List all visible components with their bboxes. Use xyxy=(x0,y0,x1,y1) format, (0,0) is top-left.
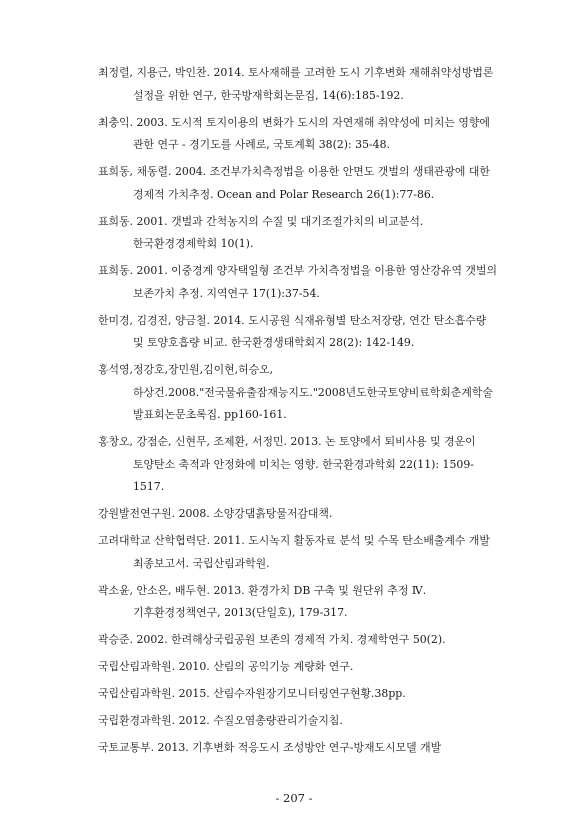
reference-entry: 한미경, 김경진, 양금철. 2014. 도시공원 식재유형별 탄소저장량, 연간 탄소흡수량 및 토양호흡량 비교. 한국환경생태학회지 28(2): 142-149. xyxy=(98,313,487,349)
reference-entry: 고려대학교 산학협력단. 2011. 도시녹지 활동자료 분석 및 수목 탄소배출계수 개발 최종보고서. 국립산림과학원. xyxy=(98,534,490,570)
reference-entry: 표희동. 2001. 갯벌과 간척농지의 수질 및 대기조절가치의 비교분석. 한국환경경제학회 10(1). xyxy=(98,214,424,250)
reference-entry: 강원발전연구원. 2008. 소양강댐흙탕물저감대책. xyxy=(98,507,333,520)
reference-entry: 국립산림과학원. 2010. 산림의 공익기능 계량화 연구. xyxy=(98,660,354,673)
reference-list xyxy=(98,62,498,764)
reference-entry: 국토교통부. 2013. 기후변화 적응도시 조성방안 연구-방재도시모델 개발 xyxy=(98,741,442,754)
reference-entry: 국립산림과학원. 2015. 산림수자원장기모니터링연구현황.38pp. xyxy=(98,687,406,700)
reference-entry: 곽소윤, 안소은, 배두현. 2013. 환경가치 DB 구축 및 원단위 추정 Ⅳ. 기후환경정책연구, 2013(단일호), 179-317. xyxy=(98,583,427,619)
reference-entry: 표희동. 2001. 이중경계 양자택일형 조건부 가치측정법을 이용한 영산강유역 갯벌의 보존가치 추정. 지역연구 17(1):37-54. xyxy=(98,264,497,300)
reference-entry: 최충익. 2003. 도시적 토지이용의 변화가 도시의 자연재해 취약성에 미치는 영향에 관한 연구 - 경기도를 사례로, 국토계획 38(2): 35-48. xyxy=(98,115,490,151)
reference-entry: 표희동, 채동렬. 2004. 조건부가치측정법을 이용한 안면도 갯벌의 생태관광에 대한 경제적 가치추정. Ocean and Polar Research 26(1):77-86. xyxy=(98,165,490,201)
page-number: - 207 - xyxy=(275,791,313,805)
reference-entry: 국립환경과학원. 2012. 수질오염총량관리기술지침. xyxy=(98,714,343,727)
reference-entry: 홍석영,정강호,장민원,김이현,허승오,하상건.2008."전국물유출잠재능지도."2008년도한국토양비료학회춘계학술발표회논문초록집. pp160-161. xyxy=(98,363,493,421)
reference-entry: 홍창오, 강점순, 신현무, 조제환, 서정민. 2013. 논 토양에서 퇴비사용 및 경운이 토양탄소 축적과 안정화에 미치는 영향. 한국환경과학회 22(11): 1509-1517. xyxy=(98,435,476,493)
reference-entry: 최정렬, 지용근, 박인찬. 2014. 토사재해를 고려한 도시 기후변화 재해취약성방법론 설정을 위한 연구, 한국방재학회논문집, 14(6):185-192. xyxy=(98,66,494,102)
reference-entry: 곽승준. 2002. 한려해상국립공원 보존의 경제적 가치. 경제학연구 50(2). xyxy=(98,633,446,646)
